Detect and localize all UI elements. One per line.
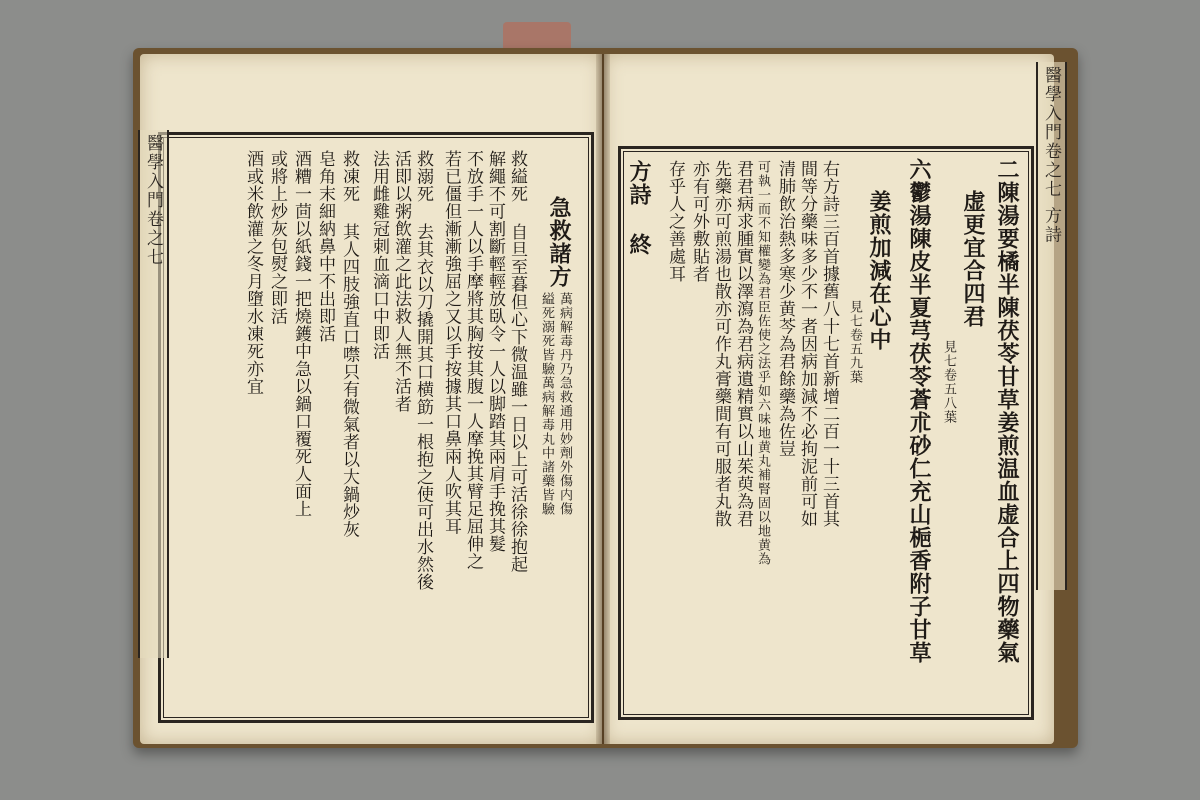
left-heading: 急救諸方 (546, 196, 572, 288)
right-col-8: 間等分藥味多少不一者因病加減不必拘泥前可如 (797, 160, 817, 528)
right-col-7: 右方詩三百首據舊八十七首新增二百一十三首其 (819, 160, 839, 528)
right-col-10: 可執一而不知權變為君臣佐使之法乎如六味地黄丸補腎固以地黄為 (755, 160, 770, 566)
right-col-13: 亦有可外敷貼者 (689, 160, 709, 283)
left-col-6: 若已僵但漸漸強屈之又以手按據其口鼻兩人吹其耳 (441, 150, 461, 535)
left-col-2: 縊死溺死皆驗萬病解毒丸中諸藥皆驗 (539, 292, 554, 516)
right-col-15: 方詩 終 (626, 160, 652, 256)
book-spine (596, 54, 610, 744)
left-col-11: 皂角末細納鼻中不出即活 (315, 150, 335, 343)
right-col-6: 見七卷五九葉 (847, 300, 862, 384)
left-col-1: 萬病解毒丹乃急救通用妙劑外傷内傷 (557, 292, 572, 516)
left-col-13: 或將上炒灰包熨之即活 (267, 150, 287, 325)
left-col-10: 救凍死 其人四肢強直口噤只有微氣者以大鍋炒灰 (339, 150, 359, 538)
left-col-7: 救溺死 去其衣以刀撬開其口横筯一根抱之使可出水然後 (413, 150, 433, 591)
right-col-9: 清肺飲治熱多寒少黄芩為君餘藥為佐豈 (775, 160, 795, 458)
left-col-12: 酒糟一茴以紙錢一把燒鑊中急以鍋口覆死人面上 (291, 150, 311, 518)
left-running-title: 醫學入門卷之七 (138, 130, 169, 658)
left-col-3: 救縊死 自旦至暮但心下微温雖一日以上可活徐徐抱起 (507, 150, 527, 573)
right-running-title: 醫學入門卷之七 方詩 (1036, 62, 1067, 590)
right-col-11: 君君病求腫實以澤瀉為君病遺精實以山茱萸為君 (733, 160, 753, 528)
right-col-14: 存乎人之善處耳 (665, 160, 685, 283)
left-col-14: 酒或米飲灌之冬月墮水凍死亦宜 (243, 150, 263, 395)
left-col-5: 不放手一人以手摩將其胸按其腹一人摩挽其臂足屈伸之 (463, 150, 483, 570)
right-col-3: 見七卷五八葉 (941, 340, 956, 424)
right-col-12: 先藥亦可煎湯也散亦可作丸膏藥間有可服者丸散 (711, 160, 731, 528)
right-col-4: 六鬱湯陳皮半夏芎茯苓蒼朮砂仁充山梔香附子甘草 (906, 158, 932, 664)
right-col-2: 虚更宜合四君 (960, 190, 986, 328)
left-col-4: 解繩不可割斷輕輕放臥令一人以脚踏其兩肩手挽其髮 (485, 150, 505, 553)
left-col-9: 法用雌雞冠刺血滴口中即活 (369, 150, 389, 360)
left-col-8: 活即以粥飲灌之此法救人無不活者 (391, 150, 411, 413)
right-col-5: 姜煎加減在心中 (866, 190, 892, 351)
right-col-1: 二陳湯要橘半陳茯苓甘草姜煎温血虚合上四物藥氣 (994, 158, 1020, 664)
